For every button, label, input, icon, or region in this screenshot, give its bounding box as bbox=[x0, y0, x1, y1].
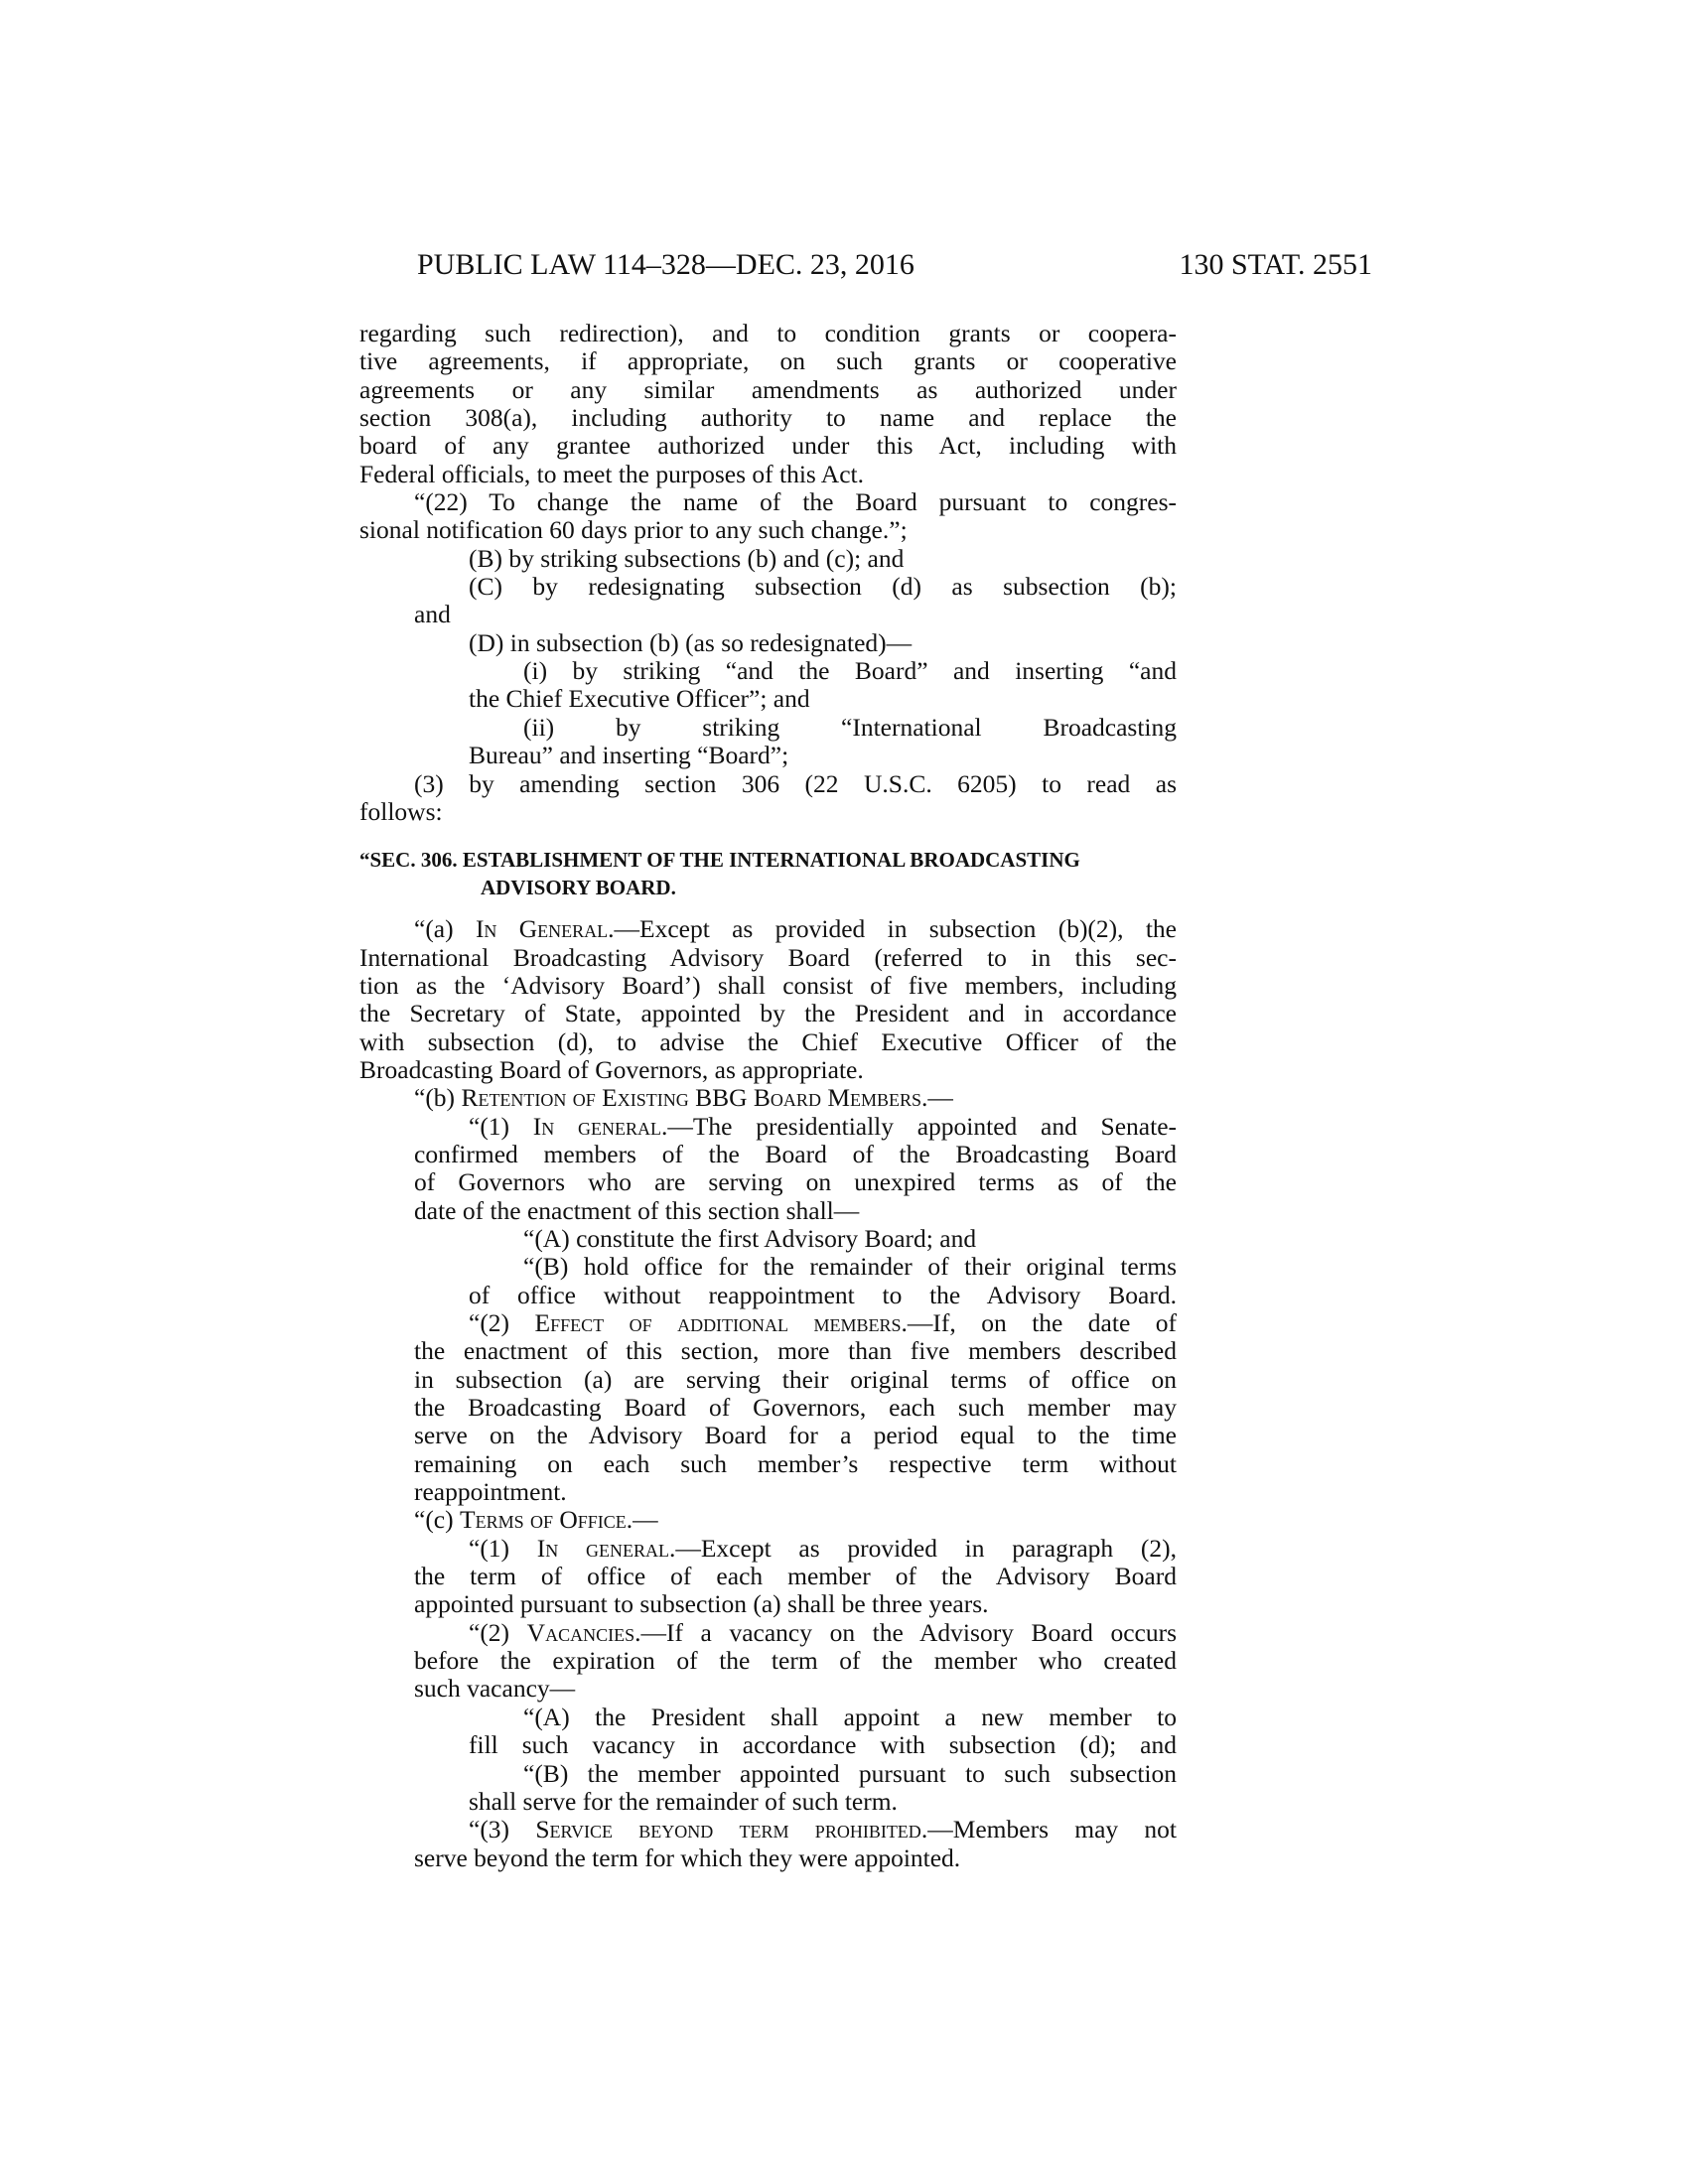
text-line bbox=[359, 1394, 1177, 1422]
text-line: sional notification 60 days prior to any such change.”; bbox=[359, 515, 908, 545]
text-line bbox=[359, 1760, 1177, 1788]
text-line: follows: bbox=[359, 796, 443, 826]
text-line bbox=[359, 1225, 1177, 1253]
text-line bbox=[359, 1309, 1177, 1337]
text-line bbox=[359, 972, 1177, 1000]
text-run: .— bbox=[921, 1083, 953, 1113]
text-line bbox=[359, 1788, 1177, 1816]
section-text bbox=[359, 915, 1177, 1872]
text-run: .—If, on the date of bbox=[901, 1308, 1177, 1337]
text-line: board of any grantee authorized under this Act, including with bbox=[359, 431, 1177, 461]
text-line: (ii) by striking “International Broadcasting bbox=[523, 712, 1177, 742]
text-line: and bbox=[414, 600, 451, 629]
text-run: “(b) bbox=[414, 1083, 462, 1113]
text-line: (C) by redesignating subsection (d) as subsection (b); bbox=[469, 572, 1177, 602]
text-line: tive agreements, if appropriate, on such grants or cooperative bbox=[359, 346, 1177, 376]
text-run: serve on the Advisory Board for a period equal to the time bbox=[414, 1421, 1177, 1450]
text-line bbox=[359, 1816, 1177, 1843]
text-run: .— bbox=[626, 1505, 658, 1535]
text-line: “(22) To change the name of the Board pursuant to congres- bbox=[414, 487, 1177, 517]
text-line: (3) by amending section 306 (22 U.S.C. 6205) to read as bbox=[414, 768, 1177, 798]
text-line bbox=[359, 1028, 1177, 1056]
header-stat-page: 130 STAT. 2551 bbox=[1179, 248, 1372, 281]
paragraph-caption: In General bbox=[475, 914, 609, 944]
text-run: appointed pursuant to subsection (a) shall be three years. bbox=[414, 1589, 989, 1619]
text-line bbox=[359, 1704, 1177, 1731]
text-run: “(A) the President shall appoint a new member to bbox=[523, 1702, 1177, 1731]
text-line bbox=[359, 944, 1177, 972]
text-line: the Chief Executive Officer”; and bbox=[469, 684, 810, 714]
text-line bbox=[359, 1506, 1177, 1534]
text-run: the enactment of this section, more than five members described bbox=[414, 1336, 1177, 1366]
paragraph-caption: In general bbox=[532, 1111, 661, 1141]
text-run: “(B) the member appointed pursuant to such subsection bbox=[523, 1758, 1177, 1788]
text-run: shall serve for the remainder of such term. bbox=[469, 1786, 898, 1816]
text-line bbox=[359, 1113, 1177, 1141]
text-line: section 308(a), including authority to name and replace the bbox=[359, 403, 1177, 433]
paragraph-caption: In general bbox=[536, 1533, 669, 1563]
text-line bbox=[359, 1731, 1177, 1759]
text-line bbox=[359, 1619, 1177, 1647]
text-line: agreements or any similar amendments as authorized under bbox=[359, 374, 1177, 404]
text-line bbox=[359, 1675, 1177, 1703]
text-run: “(B) hold office for the remainder of their original terms bbox=[523, 1252, 1177, 1282]
text-run: confirmed members of the Board of the Broadcasting Board bbox=[414, 1139, 1177, 1168]
paragraph-caption: Terms of Office bbox=[460, 1505, 627, 1535]
text-run: the Secretary of State, appointed by the President and in accordance bbox=[359, 999, 1177, 1028]
text-line bbox=[359, 1563, 1177, 1590]
text-run: of office without reappointment to the Advisory Board. bbox=[469, 1280, 1177, 1309]
text-run: “(A) constitute the first Advisory Board; and bbox=[523, 1223, 977, 1253]
page-body bbox=[359, 320, 1177, 1872]
text-line bbox=[359, 1084, 1177, 1112]
paragraph-caption: Service beyond term prohibited bbox=[535, 1815, 921, 1844]
text-run: with subsection (d), to advise the Chief Executive Officer of the bbox=[359, 1026, 1177, 1056]
text-line bbox=[359, 1253, 1177, 1281]
text-line bbox=[359, 1141, 1177, 1168]
text-run: .—The presidentially appointed and Senate- bbox=[660, 1111, 1177, 1141]
text-run: “(1) bbox=[469, 1533, 537, 1563]
text-line bbox=[359, 1844, 1177, 1872]
text-line bbox=[359, 1590, 1177, 1618]
text-run: “(a) bbox=[414, 914, 476, 944]
text-run: International Broadcasting Advisory Board (referred to in this sec- bbox=[359, 942, 1177, 972]
text-run: .—Except as provided in paragraph (2), bbox=[668, 1533, 1177, 1563]
text-run: date of the enactment of this section shall— bbox=[414, 1195, 860, 1225]
header-law-citation: PUBLIC LAW 114–328—DEC. 23, 2016 bbox=[417, 248, 914, 281]
paragraph-caption: Retention of Existing BBG Board Members bbox=[461, 1083, 922, 1113]
text-run: the Broadcasting Board of Governors, each such member may bbox=[414, 1393, 1177, 1423]
text-run: before the expiration of the term of the member who created bbox=[414, 1646, 1177, 1676]
section-heading-line-1: “SEC. 306. ESTABLISHMENT OF THE INTERNATIONAL BROADCASTING bbox=[359, 848, 1080, 873]
text-line bbox=[359, 1056, 1177, 1084]
text-line bbox=[359, 1168, 1177, 1196]
paragraph-caption: Vacancies bbox=[526, 1617, 635, 1647]
text-line: (B) by striking subsections (b) and (c); and bbox=[469, 543, 905, 573]
text-run: the term of office of each member of the Advisory Board bbox=[414, 1562, 1177, 1591]
text-run: “(1) bbox=[469, 1111, 533, 1141]
text-line: Bureau” and inserting “Board”; bbox=[469, 741, 789, 770]
text-run: “(3) bbox=[469, 1815, 536, 1844]
text-run: serve beyond the term for which they were appointed. bbox=[414, 1843, 961, 1872]
text-run: tion as the ‘Advisory Board’) shall consist of five members, including bbox=[359, 970, 1177, 1000]
text-line: Federal officials, to meet the purposes of this Act. bbox=[359, 459, 864, 488]
text-line bbox=[359, 1647, 1177, 1675]
text-run: in subsection (a) are serving their original terms of office on bbox=[414, 1364, 1177, 1394]
text-line bbox=[359, 1422, 1177, 1449]
text-run: fill such vacancy in accordance with subsection (d); and bbox=[469, 1730, 1177, 1760]
text-run: “(2) bbox=[469, 1308, 535, 1337]
text-line: regarding such redirection), and to condition grants or coopera- bbox=[359, 319, 1177, 347]
text-line bbox=[359, 1535, 1177, 1563]
text-line bbox=[359, 1282, 1177, 1309]
amendment-text bbox=[359, 320, 1177, 826]
text-run: such vacancy— bbox=[414, 1674, 576, 1704]
text-line bbox=[359, 1000, 1177, 1027]
paragraph-caption: Effect of additional members bbox=[534, 1308, 902, 1337]
text-line bbox=[359, 1337, 1177, 1365]
text-run: .—Members may not bbox=[920, 1815, 1177, 1844]
text-line bbox=[359, 1450, 1177, 1478]
text-run: of Governors who are serving on unexpired terms as of the bbox=[414, 1167, 1177, 1197]
text-line bbox=[359, 1197, 1177, 1225]
text-line bbox=[359, 1366, 1177, 1394]
text-run: “(c) bbox=[414, 1505, 460, 1535]
text-run: “(2) bbox=[469, 1617, 527, 1647]
text-run: .—If a vacancy on the Advisory Board occurs bbox=[634, 1617, 1177, 1647]
text-line: (i) by striking “and the Board” and inserting “and bbox=[523, 656, 1177, 686]
text-run: .—Except as provided in subsection (b)(2), the bbox=[608, 914, 1177, 944]
section-heading bbox=[359, 846, 1177, 901]
text-run: remaining on each such member’s respective term without bbox=[414, 1448, 1177, 1478]
section-heading-line-2: ADVISORY BOARD. bbox=[481, 876, 676, 900]
running-header bbox=[417, 240, 1372, 290]
text-line bbox=[359, 915, 1177, 943]
text-line bbox=[359, 1478, 1177, 1506]
text-run: Broadcasting Board of Governors, as appropriate. bbox=[359, 1054, 864, 1084]
text-run: reappointment. bbox=[414, 1477, 567, 1507]
text-line: (D) in subsection (b) (as so redesignated)— bbox=[469, 627, 913, 657]
